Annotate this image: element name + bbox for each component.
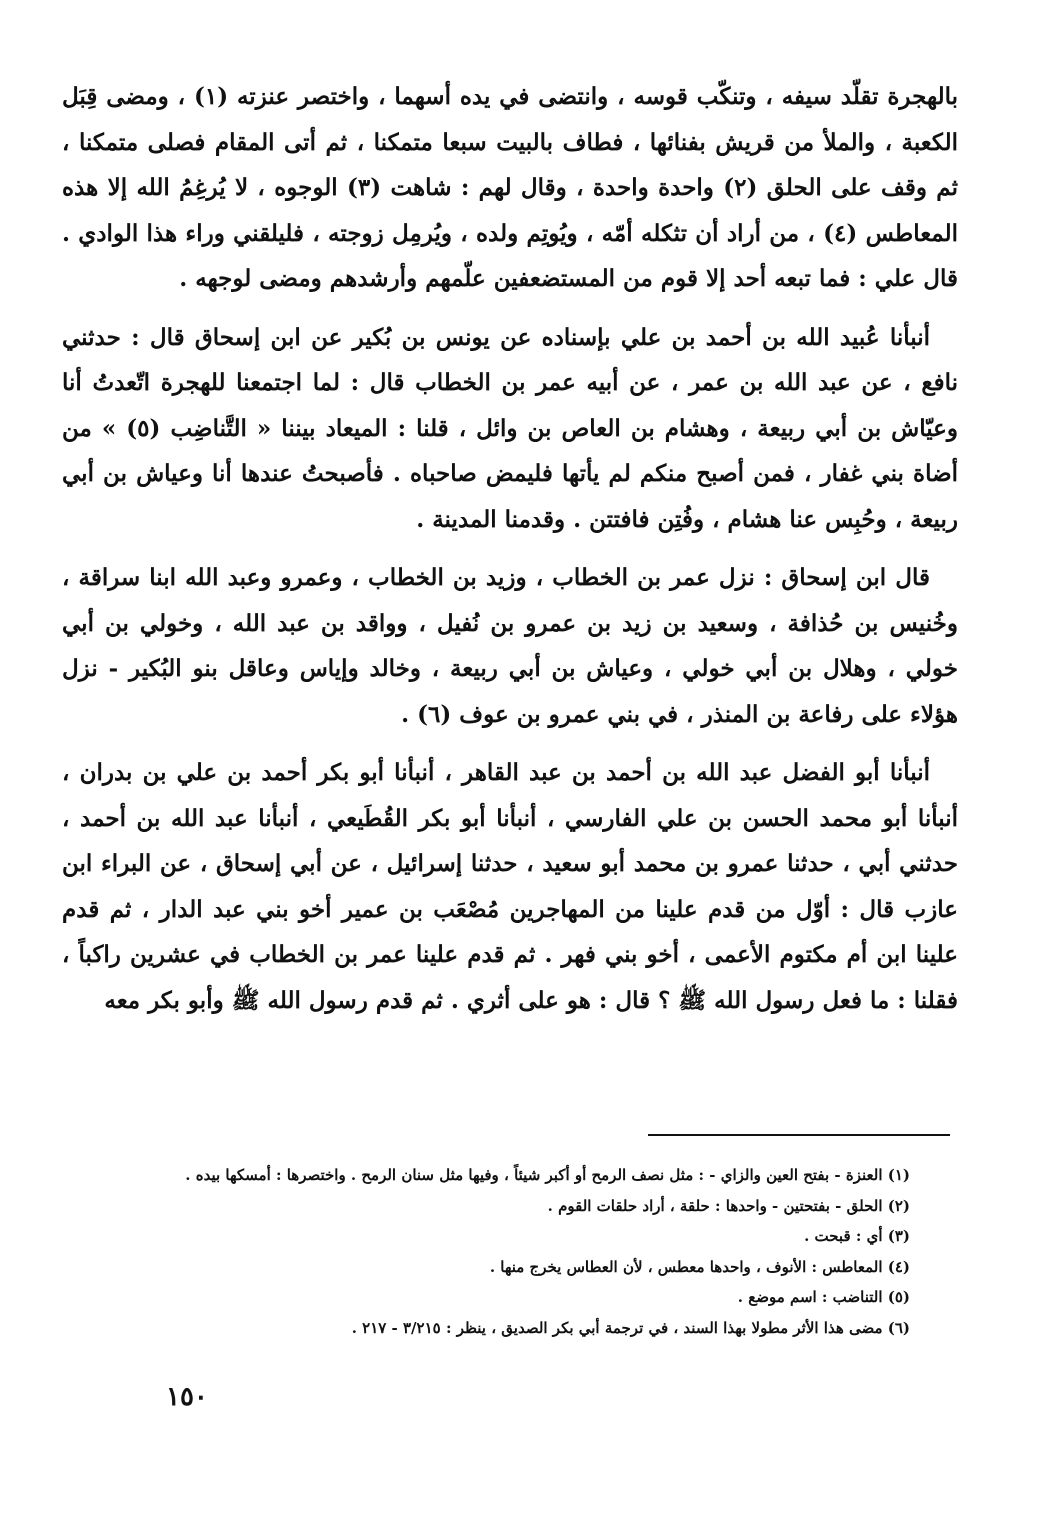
paragraph-bara-narration: أنبأنا أبو الفضل عبد الله بن أحمد بن عبد القاهر ، أنبأنا أبو بكر أحمد بن علي بن بدران ، أنبأنا أبو محمد الحسن بن علي الفارسي ، أنبأنا أبو بكر القُطَيعي ، أنبأنا عبد الله بن أحمد ، حدثني أبي ، حدثنا عمرو بن محمد أبو سعيد ، حدثنا إسرائيل ، عن أبي إسحاق ، عن البراء ابن عازب قال : أوّل من قدم علينا من المهاجرين مُصْعَب بن عمير أخو بني عبد الدار ، ثم قدم علينا ابن أم مكتوم الأعمى ، أخو بني فهر . ثم قدم علينا عمر بن الخطاب في عشرين راكباً ، فقلنا : ما فعل رسول الله ﷺ ؟ قال : هو على أثري . ثم قدم رسول الله ﷺ وأبو بكر معه	[62, 759, 958, 1014]
footnote-4: (٤) المعاطس : الأنوف ، واحدها معطس ، لأن العطاس يخرج منها .	[489, 1257, 910, 1276]
page-number: ١٥٠	[166, 1382, 208, 1412]
footnote-5: (٥) التناضب : اسم موضع .	[737, 1288, 910, 1306]
footnote-2: (٢) الحلق - بفتحتين - واحدها : حلقة ، أراد حلقات القوم .	[547, 1196, 910, 1215]
paragraph-narration-nafi: أنبأنا عُبيد الله بن أحمد بن علي بإسناده عن يونس بن بُكير عن ابن إسحاق قال : حدثني نافع ، عن عبد الله بن عمر ، عن أبيه عمر بن الخطاب قال : لما اجتمعنا للهجرة اتّعدتُ أنا وعيّاش بن أبي ربيعة ، وهشام بن العاص بن وائل ، قلنا : الميعاد بيننا « التَّناضِب (٥) » من أضاة بني غفار ، فمن أصبح منكم لم يأتها فليمض صاحباه . فأصبحتُ عندها أنا وعياش بن أبي ربيعة ، وحُبِس عنا هشام ، وفُتِن فافتتن . وقدمنا المدينة .	[62, 323, 958, 533]
footnotes-section	[90, 1160, 910, 1343]
paragraph-ibn-ishaq-arrivals: قال ابن إسحاق : نزل عمر بن الخطاب ، وزيد بن الخطاب ، وعمرو وعبد الله ابنا سراقة ، وخُنيس بن حُذافة ، وسعيد بن زيد بن عمرو بن نُفيل ، وواقد بن عبد الله ، وخولي بن أبي خولي ، وهلال بن أبي خولي ، وعياش بن أبي ربيعة ، وخالد وإياس وعاقل بنو البُكير - نزل هؤلاء على رفاعة بن المنذر ، في بني عمرو بن عوف (٦) .	[62, 564, 958, 728]
footnote-separator-line	[648, 1134, 950, 1136]
footnote-3: (٣) أي : قبحت .	[804, 1227, 910, 1245]
paragraph-hijra-of-umar: بالهجرة تقلّد سيفه ، وتنكّب قوسه ، وانتضى في يده أسهما ، واختصر عنزته (١) ، ومضى قِبَل الكعبة ، والملأ من قريش بفنائها ، فطاف بالبيت سبعا متمكنا ، ثم أتى المقام فصلى متمكنا ، ثم وقف على الحلق (٢) واحدة واحدة ، وقال لهم : شاهت (٣) الوجوه ، لا يُرغِمُ الله إلا هذه المعاطس (٤) ، من أراد أن تثكله أمّه ، ويُوتِم ولده ، ويُرمِل زوجته ، فليلقني وراء هذا الوادي . قال علي : فما تبعه أحد إلا قوم من المستضعفين علّمهم وأرشدهم ومضى لوجهه .	[62, 83, 958, 292]
footnote-1: (١) العنزة - بفتح العين والزاي - : مثل نصف الرمح أو أكبر شيئاً ، وفيها مثل سنان الرمح . واختصرها : أمسكها بيده .	[185, 1166, 910, 1184]
main-text-body	[62, 74, 958, 1023]
footnote-6: (٦) مضى هذا الأثر مطولا بهذا السند ، في ترجمة أبي بكر الصديق ، ينظر : ٣/٢١٥ - ٢١٧ .	[351, 1318, 910, 1337]
